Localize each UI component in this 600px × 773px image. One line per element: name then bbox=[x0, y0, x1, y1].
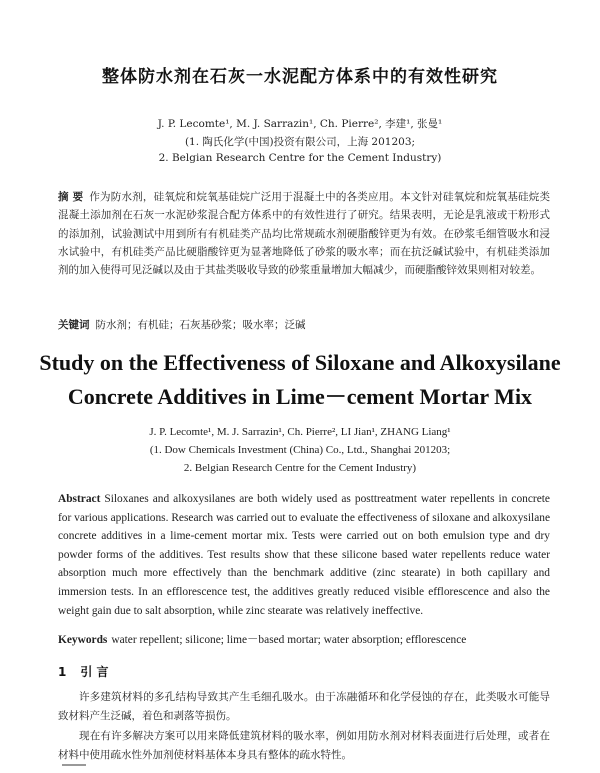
introduction-paragraph-1: 许多建筑材料的多孔结构导致其产生毛细孔吸水。由于冻融循环和化学侵蚀的存在，此类吸水可能导致材料产生泛碱，着色和剥落等损伤。 bbox=[58, 691, 550, 722]
chinese-abstract-text: 作为防水剂，硅氧烷和烷氧基硅烷广泛用于混凝土中的各类应用。本文针对硅氧烷和烷氧基硅烷类混凝土添加剂在石灰一水泥砂浆混合配方体系中的有效性进行了研究。结果表明，无论是乳液或干粉形式的添加剂，试验测试中用到所有有机硅类产品均比常规疏水剂硬脂酸锌更为有效。在砂浆毛细管吸水和浸水试验中，有机硅类产品比硬脂酸锌更为显著地降低了砂浆的吸水率；而在抗泛碱试验中，有机硅类添加剂的加入使得可见泛碱以及由于其盐类吸收导致的砂浆重量增加大幅减少，而硬脂酸锌效果则相对较差。 bbox=[58, 191, 550, 277]
chinese-abstract-label: 摘 要 bbox=[58, 191, 84, 203]
chinese-keywords-text: 防水剂；有机硅；石灰基砂浆；吸水率；泛碱 bbox=[95, 319, 306, 331]
english-title-line-2: Concrete Additives in Lime－cement Mortar Mix bbox=[67, 384, 533, 409]
chinese-affiliation-1: (1. 陶氏化学(中国)投资有限公司，上海 201203; bbox=[184, 136, 416, 148]
chinese-authors: J. P. Lecomte¹, M. J. Sarrazin¹, Ch. Pierre², 李建¹, 张曼¹ bbox=[157, 118, 443, 130]
chinese-keywords bbox=[58, 316, 550, 334]
chinese-affiliation-2: 2. Belgian Research Centre for the Cement Industry) bbox=[158, 152, 442, 164]
english-keywords-label: Keywords bbox=[58, 634, 108, 646]
section-number: 1 bbox=[58, 665, 67, 679]
chinese-keywords-label: 关键词 bbox=[58, 319, 90, 331]
english-abstract-label: Abstract bbox=[58, 493, 101, 505]
section-heading-introduction bbox=[58, 663, 109, 680]
english-abstract bbox=[58, 490, 550, 620]
english-keywords bbox=[58, 631, 550, 650]
chinese-abstract bbox=[58, 188, 550, 279]
page-number-mark bbox=[62, 764, 86, 766]
english-keywords-text: water repellent; silicone; lime－based mortar; water absorption; efflorescence bbox=[111, 634, 467, 646]
introduction-paragraph-2: 现在有许多解决方案可以用来降低建筑材料的吸水率，例如用防水剂对材料表面进行后处理，或者在材料中使用疏水性外加剂使材料基体本身具有整体的疏水特性。 bbox=[58, 730, 550, 761]
english-title-line-1: Study on the Effectiveness of Siloxane and Alkoxysilane bbox=[39, 350, 561, 375]
section-title: 引 言 bbox=[80, 665, 109, 679]
english-abstract-text: Siloxanes and alkoxysilanes are both widely used as posttreatment water repellents in concrete for various applications. Research was carried out to evaluate the effectiveness of siloxane and alkoxysilane concrete additives in a lime-cement mortar mix. Tests were carried out on both emulsion type and dry powder forms of the additives. Test results show that these silicone based water repellents reduce water absorption much more effectively than the benchmark additive (zinc stearate) in both capillary and immersion tests. In an efflorescence test, the additives greatly reduced visible efflorescence and also the weight gain due to salt absorption, while zinc stearate was relatively ineffective. bbox=[58, 493, 550, 617]
chinese-title: 整体防水剂在石灰一水泥配方体系中的有效性研究 bbox=[102, 67, 498, 87]
english-affiliation-1: (1. Dow Chemicals Investment (China) Co., Ltd., Shanghai 201203; bbox=[149, 444, 451, 456]
english-authors: J. P. Lecomte¹, M. J. Sarrazin¹, Ch. Pierre², LI Jian¹, ZHANG Liang¹ bbox=[149, 426, 451, 438]
english-affiliation-2: 2. Belgian Research Centre for the Cement Industry) bbox=[183, 462, 417, 474]
english-title bbox=[0, 346, 600, 414]
